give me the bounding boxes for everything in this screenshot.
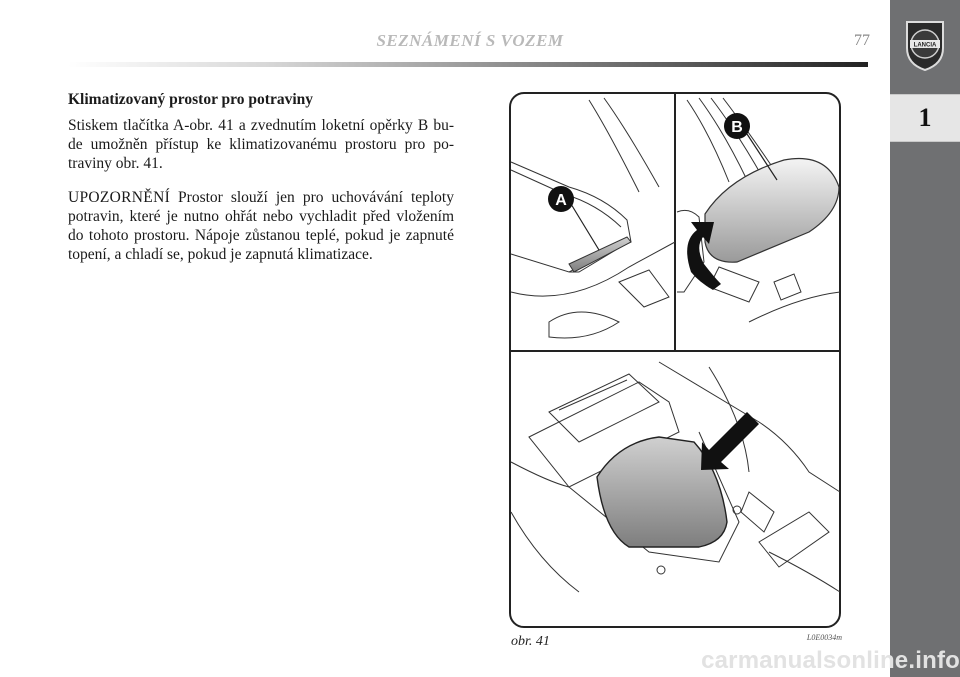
figure-code: L0E0034m <box>806 633 842 642</box>
chapter-number: 1 <box>890 94 960 142</box>
callout-b-label: B <box>731 119 743 136</box>
section-heading: Klimatizovaný prostor pro potraviny <box>68 91 313 108</box>
running-header-title: SEZNÁMENÍ S VOZEM <box>376 31 564 50</box>
warning-paragraph <box>68 188 454 264</box>
callout-a-label: A <box>555 192 567 209</box>
warning-label: UPOZORNĚNÍ <box>68 189 171 206</box>
page-number: 77 <box>854 32 870 49</box>
header-rule <box>68 62 868 67</box>
figure-caption: obr. 41 <box>511 634 550 649</box>
logo-text: LANCIA <box>913 42 937 49</box>
intro-paragraph: Stiskem tlačítka A-obr. 41 a zvednutím loketní opěrky B bu-de umožněn přístup ke klimatizovanému prostoru pro po-traviny obr. 41. <box>68 117 454 172</box>
watermark-text: carmanualsonline.info <box>701 647 960 674</box>
figure-illustration <box>509 92 841 628</box>
lancia-logo-icon <box>904 18 946 72</box>
warning-text: Prostor slouží jen pro uchovávání teploty potravin, které je nutno ohřát nebo vychladit před vložením do tohoto prostoru. Nápoje zůstanou teplé, pokud je zapnuté topení, a chladí se, pokud je zapnutá klimatizace. <box>68 189 454 263</box>
